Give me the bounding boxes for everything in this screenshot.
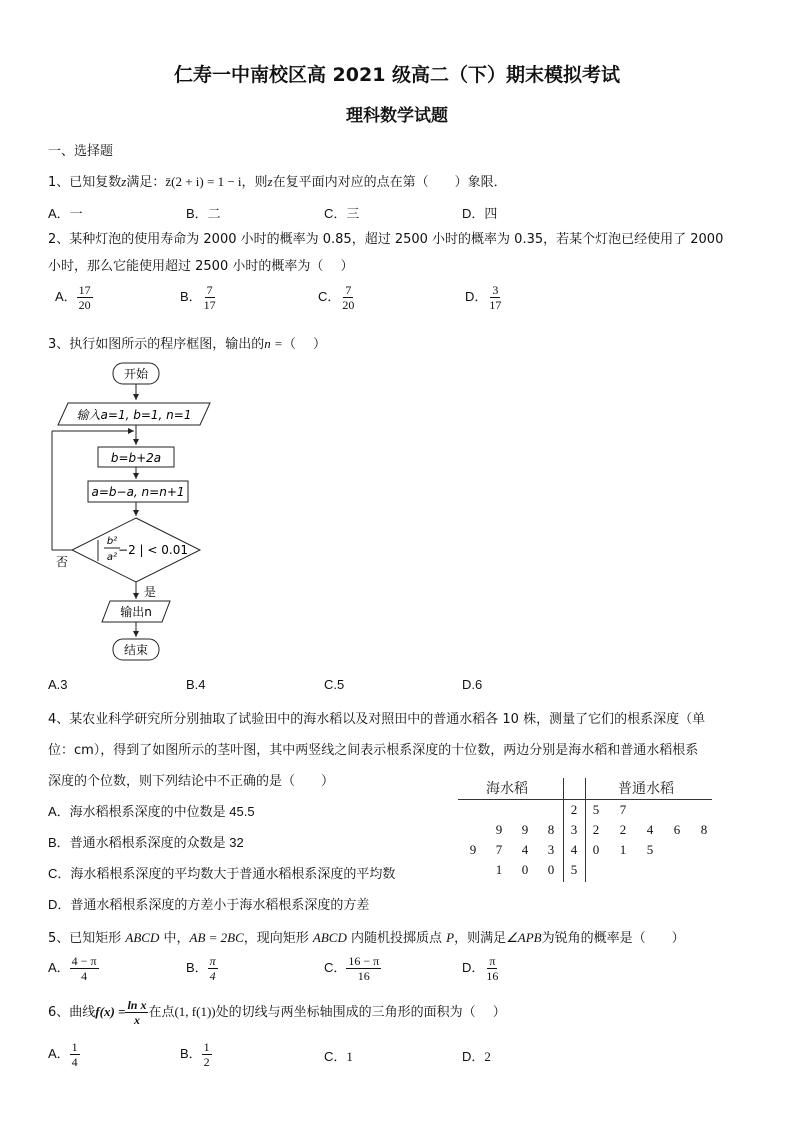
q2-option-d-label: D． (465, 288, 488, 304)
fraction-numerator: 17 (78, 283, 91, 297)
flow-cond-rest: −2 | < 0.01 (118, 543, 188, 557)
stem-leaf-left-leaf: 9 (469, 842, 477, 857)
q1-mid2: 则 (254, 175, 268, 190)
q4-option-b[interactable]: B．普通水稻根系深度的众数是 32 (48, 835, 244, 850)
q5-mid3: 内随机投掷质点 (346, 931, 447, 946)
stem-leaf-plot (458, 778, 712, 884)
fraction-denominator: 20 (78, 298, 91, 312)
stem-leaf-right-leaf: 2 (592, 822, 600, 837)
q5-equation: AB = 2BC (189, 930, 244, 945)
fraction-denominator: 4 (81, 969, 88, 983)
fraction-denominator: 17 (489, 298, 502, 312)
q5-option-c-fraction (346, 954, 381, 983)
fraction-numerator: 3 (492, 283, 499, 297)
q5-option-c-label: C． (324, 959, 347, 975)
q5-option-d-label: D． (462, 959, 485, 975)
flow-output-label: 输出n (120, 605, 152, 619)
stem-leaf-left-leaf: 4 (521, 842, 529, 857)
q6-option-c-value: 1 (346, 1049, 353, 1064)
q5-prefix: 5、已知矩形 (48, 931, 126, 946)
q6-suffix: 处的切线与两坐标轴围成的三角形的面积为（ ） (215, 1005, 506, 1020)
q1-suffix: 在复平面内对应的点在第（ ）象限． (272, 175, 507, 190)
stem-leaf-right-header: 普通水稻 (618, 781, 674, 797)
question-3-stem (48, 333, 326, 352)
question-6-stem (48, 998, 506, 1027)
q5-angle: ∠APB (506, 930, 542, 945)
flow-step-1-label: b=b+2a (110, 451, 162, 465)
fraction-numerator: π (489, 954, 496, 968)
question-2-line-1: 2、某种灯泡的使用寿命为 2000 小时的概率为 0.85，超过 2500 小时的概率为 0.35，若某个灯泡已经使用了 2000 (48, 232, 724, 247)
fraction-denominator: 4 (209, 969, 216, 983)
stem-leaf-stem: 4 (570, 842, 578, 857)
q2-option-b[interactable] (180, 283, 218, 312)
question-4-line-1: 4、某农业科学研究所分别抽取了试验田中的海水稻以及对照田中的普通水稻各 10 株，测量了它们的根系深度（单 (48, 712, 706, 727)
q4-option-c[interactable]: C．海水稻根系深度的平均数大于普通水稻根系深度的平均数 (48, 866, 396, 881)
q1-var-z: z (121, 174, 127, 189)
q6-option-b-label: B． (180, 1045, 202, 1061)
stem-leaf-right-leaf: 5 (646, 842, 654, 857)
stem-leaf-left-leaf: 0 (547, 862, 555, 877)
q5-option-a-label: A． (48, 959, 70, 975)
q6-option-d-label: D． (462, 1049, 485, 1064)
stem-leaf-stem: 5 (570, 862, 578, 877)
q5-option-b-fraction (208, 954, 218, 983)
question-2-line-2: 小时，那么它能使用超过 2500 小时的概率为（ ） (48, 259, 354, 274)
fraction-numerator: 16 − π (348, 954, 380, 968)
stem-leaf-left-leaf: 8 (547, 822, 555, 837)
fraction-numerator: ln x (127, 998, 147, 1012)
q2-option-c-fraction (340, 283, 356, 312)
stem-leaf-left-leaf: 3 (547, 842, 555, 857)
stem-leaf-left-leaf: 0 (521, 862, 529, 877)
q6-function: f(x) = (95, 1004, 126, 1019)
q5-option-b-label: B． (186, 959, 208, 975)
q6-option-a-fraction (70, 1040, 80, 1069)
q2-option-d-fraction (487, 283, 503, 312)
q6-option-a-label: A． (48, 1045, 70, 1061)
question-1-stem (48, 171, 507, 190)
q1-option-a[interactable]: A．一 (48, 206, 83, 221)
q6-point: (1, f(1)) (174, 1004, 216, 1019)
q3-option-a[interactable]: A.3 (48, 677, 68, 692)
q5-rect-name-2: ABCD (312, 930, 347, 945)
q3-stem-text: 3、执行如图所示的程序框图，输出的 (48, 337, 265, 352)
page-subtitle: 理科数学试题 (346, 106, 448, 126)
stem-leaf-left-header: 海水稻 (486, 781, 528, 797)
stem-leaf-right-leaf: 2 (619, 822, 627, 837)
q2-option-a[interactable] (55, 283, 93, 312)
q1-option-c[interactable]: C．三 (324, 206, 360, 221)
q5-option-a[interactable] (48, 954, 99, 983)
flowchart (40, 358, 240, 668)
stem-leaf-right-leaf: 5 (592, 802, 600, 817)
stem-leaf-left-leaf: 9 (495, 822, 503, 837)
flow-yes-label: 是 (143, 585, 157, 599)
stem-leaf-right-divider (585, 778, 586, 882)
q2-option-c[interactable] (318, 283, 356, 312)
question-4-line-3: 深度的个位数，则下列结论中不正确的是（ ） (48, 774, 335, 789)
fraction-numerator: 1 (203, 1040, 210, 1054)
q4-option-d[interactable]: D．普通水稻根系深度的方差小于海水稻根系深度的方差 (48, 897, 370, 912)
q6-option-d[interactable] (462, 1046, 491, 1065)
q2-option-d[interactable] (465, 283, 503, 312)
q6-mid: 在点 (148, 1005, 175, 1020)
stem-leaf-stem: 3 (570, 822, 578, 837)
stem-leaf-right-leaf: 7 (619, 802, 627, 817)
q2-option-a-fraction (77, 283, 93, 312)
q1-mid1: 满足： (126, 175, 166, 190)
q5-option-d[interactable] (462, 954, 500, 983)
flow-cond-denominator: a² (106, 552, 118, 563)
q1-var-z2: z (267, 174, 273, 189)
fraction-denominator: 20 (342, 298, 355, 312)
q3-option-c[interactable]: C.5 (324, 677, 345, 692)
q1-prefix: 1、已知复数 (48, 175, 122, 190)
flow-cond-numerator: b² (106, 536, 118, 547)
flow-start-label: 开始 (123, 367, 149, 381)
q5-option-a-fraction (70, 954, 99, 983)
q6-option-c-label: C． (324, 1049, 347, 1064)
q6-prefix: 6、曲线 (48, 1005, 96, 1020)
stem-leaf-right-leaf: 8 (700, 822, 708, 837)
stem-leaf-left-leaf: 1 (495, 862, 503, 877)
fraction-denominator: 17 (203, 298, 216, 312)
question-4-line-2: 位：cm），得到了如图所示的茎叶图，其中两竖线之间表示根系深度的十位数，两边分别是海水稻和普通水稻根系 (48, 743, 699, 758)
q5-suffix: 为锐角的概率是（ ） (541, 931, 685, 946)
stem-leaf-right-leaf: 0 (592, 842, 600, 857)
q3-option-b[interactable]: B.4 (186, 677, 206, 692)
stem-leaf-right-leaf: 6 (673, 822, 681, 837)
q5-mid2: ，现向矩形 (243, 931, 313, 946)
stem-leaf-stem: 2 (570, 802, 578, 817)
fraction-numerator: 1 (71, 1040, 78, 1054)
flow-end-label: 结束 (123, 643, 149, 657)
q6-option-a[interactable] (48, 1040, 80, 1069)
section-heading: 一、选择题 (48, 144, 114, 159)
fraction-numerator: 7 (206, 283, 213, 297)
q1-option-b[interactable]: B．二 (186, 206, 221, 221)
fraction-denominator: 2 (203, 1055, 210, 1069)
question-5-stem (48, 927, 685, 946)
fraction-numerator: π (209, 954, 216, 968)
q5-mid1: 中， (159, 931, 190, 946)
q5-option-c[interactable] (324, 954, 381, 983)
q3-var-n: n = (264, 336, 283, 351)
q3-option-d[interactable]: D.6 (462, 677, 483, 692)
q3-tail: （ ） (282, 337, 326, 352)
stem-leaf-right-leaf: 4 (646, 822, 654, 837)
q2-option-c-label: C． (318, 288, 341, 304)
q1-option-d[interactable]: D．四 (462, 206, 498, 221)
flow-no-label: 否 (55, 555, 69, 569)
q5-option-d-fraction (484, 954, 500, 983)
q2-option-b-label: B． (180, 288, 202, 304)
stem-leaf-right-leaf: 1 (619, 842, 627, 857)
page-title: 仁寿一中南校区高 2021 级高二（下）期末模拟考试 (173, 64, 621, 86)
stem-leaf-left-leaf: 7 (495, 842, 503, 857)
q6-fraction (125, 998, 148, 1027)
q6-option-b-fraction (202, 1040, 212, 1069)
stem-leaf-left-leaf: 9 (521, 822, 529, 837)
fraction-numerator: 4 − π (71, 954, 97, 968)
q5-mid4: ，则满足 (454, 931, 507, 946)
fraction-numerator: 7 (345, 283, 352, 297)
fraction-denominator: 16 (357, 969, 370, 983)
q2-option-b-fraction (202, 283, 218, 312)
flow-input-label: 输入a=1, b=1, n=1 (76, 408, 192, 422)
flow-step-2-label: a=b−a, n=n+1 (91, 485, 185, 499)
fraction-denominator: x (133, 1013, 140, 1027)
fraction-denominator: 4 (71, 1055, 78, 1069)
q6-option-b[interactable] (180, 1040, 212, 1069)
q4-option-a[interactable]: A．海水稻根系深度的中位数是 45.5 (48, 804, 255, 819)
q2-option-a-label: A． (55, 288, 77, 304)
fraction-denominator: 16 (486, 969, 499, 983)
stem-leaf-left-divider (563, 778, 564, 882)
q5-point-p: P (446, 930, 455, 945)
q5-option-b[interactable] (186, 954, 218, 983)
q1-formula: z̄(2 + i) = 1 − i， (165, 174, 255, 189)
q6-option-c[interactable] (324, 1046, 353, 1065)
q5-rect-name: ABCD (125, 930, 160, 945)
q6-option-d-value: 2 (484, 1049, 491, 1064)
